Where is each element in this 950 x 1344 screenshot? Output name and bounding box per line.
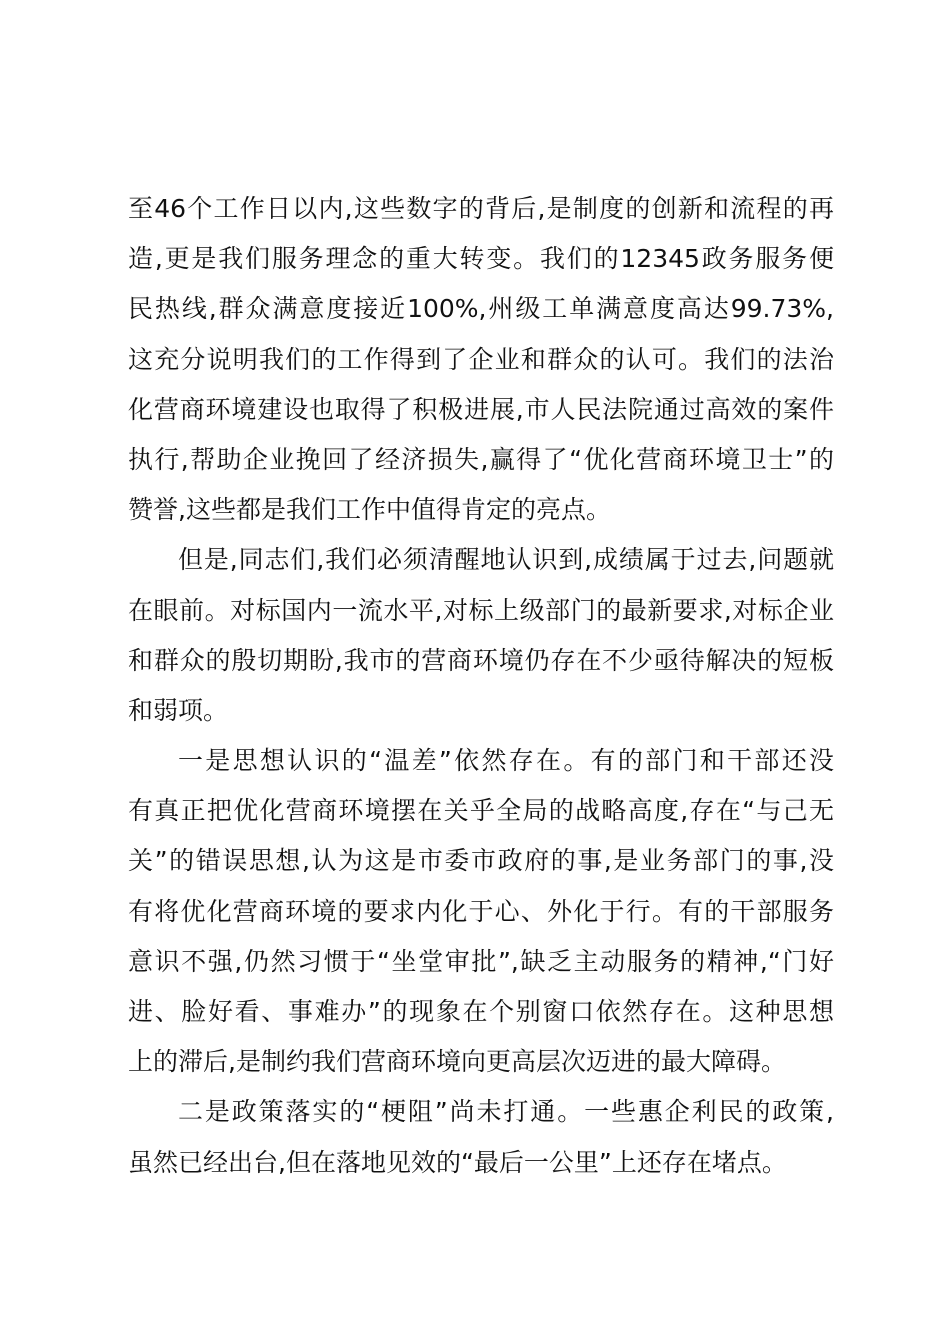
text-line: 有将优化营商环境的要求内化于心、外化于行。有的干部服务 [128, 896, 834, 926]
text-line: 虽然已经出台,但在落地见效的“最后一公里”上还存在堵点。 [128, 1147, 787, 1177]
text-line: 在眼前。对标国内一流水平,对标上级部门的最新要求,对标企业 [128, 595, 834, 625]
paragraph-start-line: 但是,同志们,我们必须清醒地认识到,成绩属于过去,问题就 [178, 545, 834, 575]
text-line: 有真正把优化营商环境摆在关乎全局的战略高度,存在“与己无 [128, 796, 834, 826]
text-line: 和弱项。 [128, 695, 229, 725]
text-line: 造,更是我们服务理念的重大转变。我们的12345政务服务便 [128, 244, 834, 274]
body-text [128, 184, 834, 1188]
text-line: 化营商环境建设也取得了积极进展,市人民法院通过高效的案件 [128, 394, 834, 424]
text-line: 赞誉,这些都是我们工作中值得肯定的亮点。 [128, 495, 611, 525]
text-line: 上的滞后,是制约我们营商环境向更高层次迈进的最大障碍。 [128, 1047, 786, 1077]
text-line: 进、脸好看、事难办”的现象在个别窗口依然存在。这种思想 [128, 997, 834, 1026]
text-line: 关”的错误思想,认为这是市委市政府的事,是业务部门的事,没 [128, 846, 834, 876]
text-line: 执行,帮助企业挽回了经济损失,赢得了“优化营商环境卫士”的 [128, 444, 834, 474]
text-line: 至46个工作日以内,这些数字的背后,是制度的创新和流程的再 [128, 194, 834, 223]
paragraph-start-line: 一是思想认识的“温差”依然存在。有的部门和干部还没 [178, 746, 834, 776]
text-line: 和群众的殷切期盼,我市的营商环境仍存在不少亟待解决的短板 [128, 645, 834, 675]
text-line: 意识不强,仍然习惯于“坐堂审批”,缺乏主动服务的精神,“门好 [128, 946, 834, 976]
paragraph-start-line: 二是政策落实的“梗阻”尚未打通。一些惠企利民的政策, [178, 1097, 834, 1127]
text-line: 民热线,群众满意度接近100%,州级工单满意度高达99.73%, [128, 294, 834, 324]
text-line: 这充分说明我们的工作得到了企业和群众的认可。我们的法治 [128, 344, 834, 374]
